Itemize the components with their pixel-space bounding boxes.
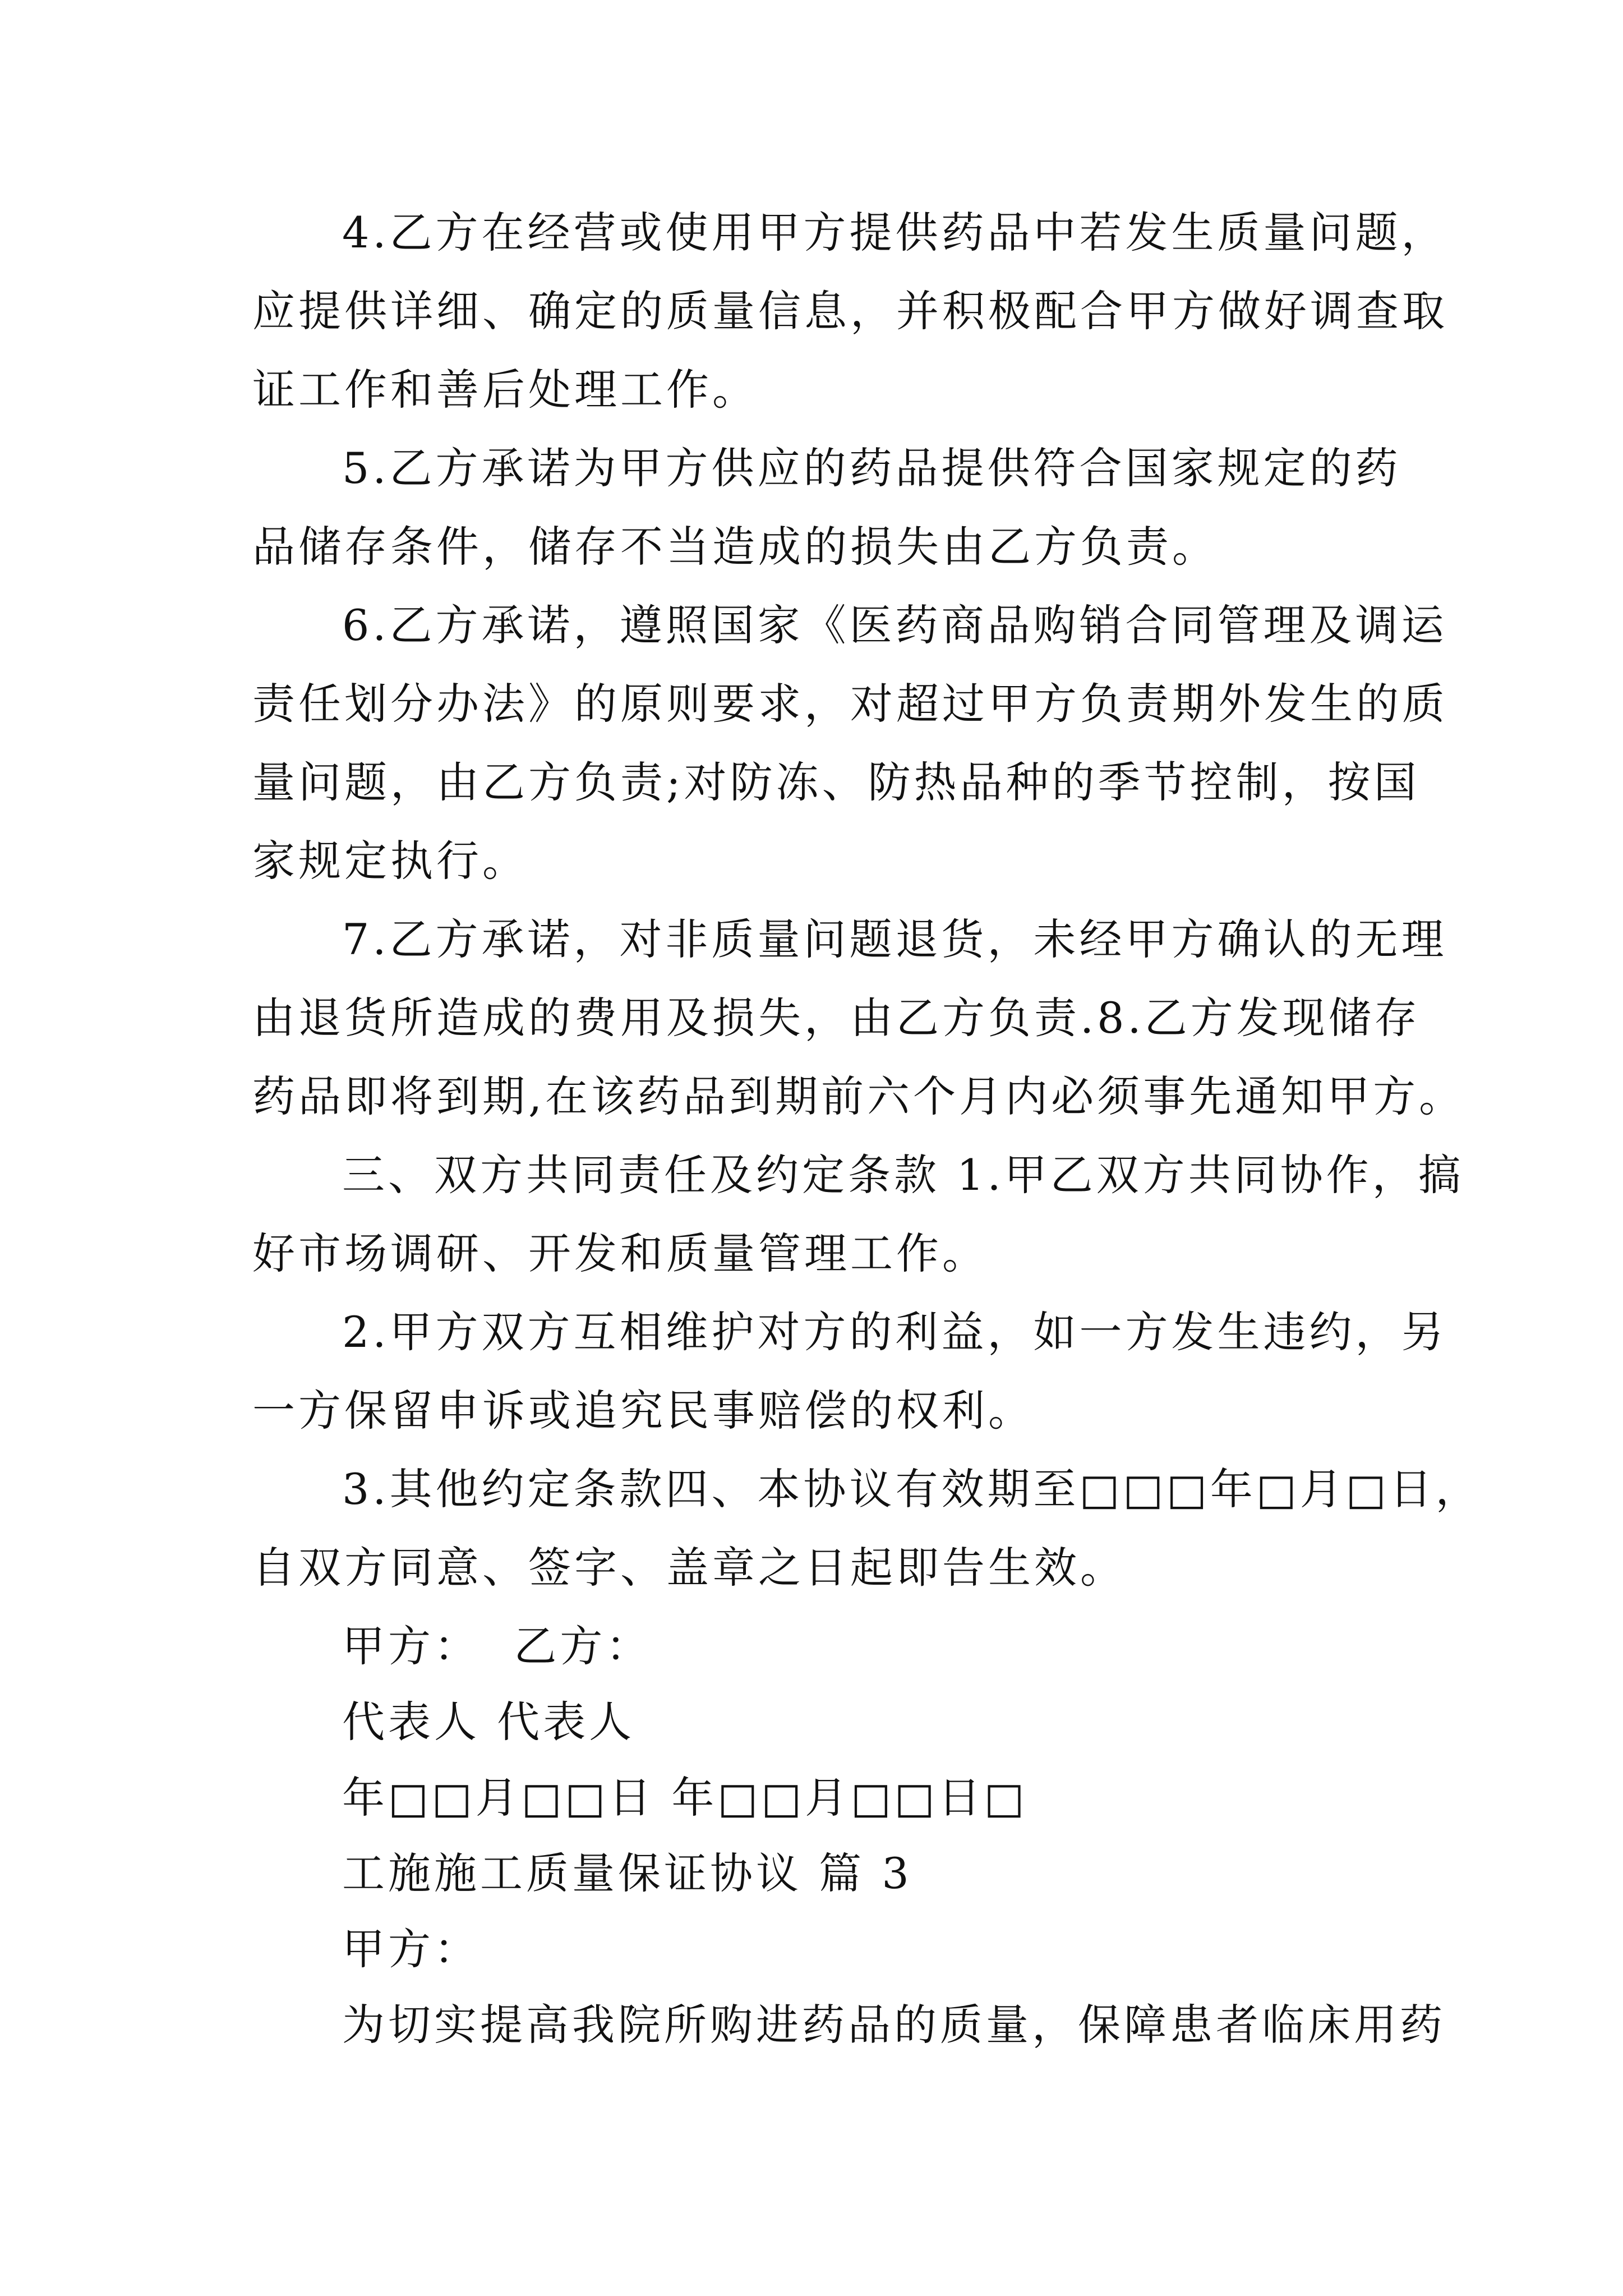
section-3-line-2: 好市场调研、开发和质量管理工作。	[252, 1228, 988, 1278]
paragraph-7-line-3: 药品即将到期,在该药品到期前六个月内必须事先通知甲方。	[252, 1071, 1465, 1121]
intro-paragraph-line-1: 为切实提高我院所购进药品的质量，保障患者临床用药	[342, 2000, 1446, 2050]
paragraph-6-line-2: 责任划分办法》的原则要求，对超过甲方负责期外发生的质	[252, 679, 1448, 729]
paragraph-4-line-2: 应提供详细、确定的质量信息，并积极配合甲方做好调查取	[252, 286, 1448, 336]
paragraph-5-line-1: 5.乙方承诺为甲方供应的药品提供符合国家规定的药	[342, 443, 1401, 493]
clause-2-line-2: 一方保留申诉或追究民事赔偿的权利。	[252, 1386, 1034, 1435]
signature-representatives: 代表人 代表人	[342, 1697, 635, 1747]
clause-3-line-1: 3.其他约定条款四、本协议有效期至□□□年□月□日，	[342, 1464, 1482, 1514]
clause-3-line-2: 自双方同意、签字、盖章之日起即告生效。	[252, 1543, 1126, 1593]
paragraph-4-line-1: 4.乙方在经营或使用甲方提供药品中若发生质量问题，	[342, 208, 1447, 257]
paragraph-6-line-4: 家规定执行。	[252, 836, 528, 886]
paragraph-5-line-2: 品储存条件，储存不当造成的损失由乙方负责。	[252, 522, 1218, 572]
paragraph-7-line-2: 由退货所造成的费用及损失，由乙方负责.8.乙方发现储存	[252, 993, 1421, 1043]
section-3-line-1: 三、双方共同责任及约定条款 1.甲乙双方共同协作，搞	[342, 1150, 1464, 1200]
party-a-label: 甲方：	[342, 1924, 480, 1974]
clause-2-line-1: 2.甲方双方互相维护对方的利益，如一方发生违约，另	[342, 1307, 1447, 1357]
paragraph-6-line-1: 6.乙方承诺，遵照国家《医药商品购销合同管理及调运	[342, 600, 1447, 650]
paragraph-4-line-3: 证工作和善后处理工作。	[252, 365, 758, 415]
paragraph-7-line-1: 7.乙方承诺，对非质量问题退货，未经甲方确认的无理	[342, 914, 1447, 964]
paragraph-6-line-3: 量问题，由乙方负责;对防冻、防热品种的季节控制，按国	[252, 757, 1420, 807]
section-heading: 工施施工质量保证协议 篇 3	[342, 1848, 912, 1898]
signature-parties: 甲方： 乙方：	[342, 1621, 652, 1671]
signature-dates: 年□□月□□日 年□□月□□日□	[342, 1773, 1028, 1823]
